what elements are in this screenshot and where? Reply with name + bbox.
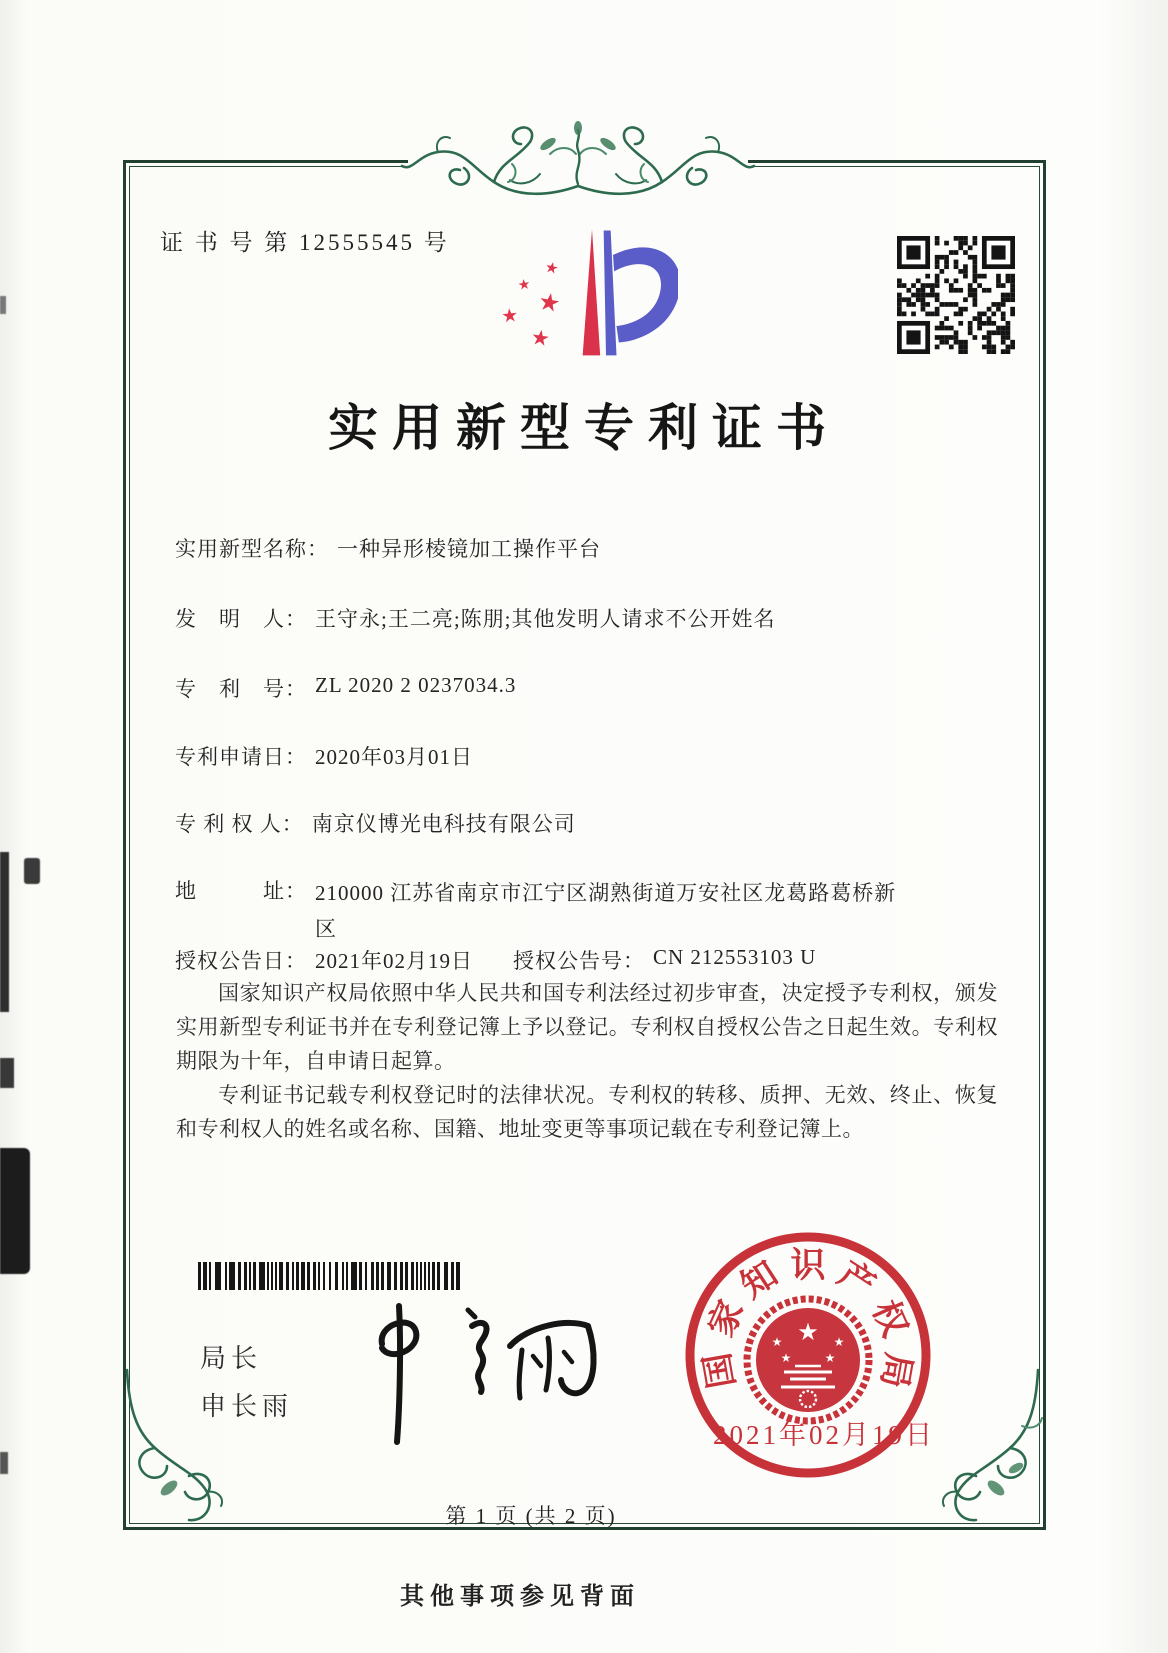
field-value: 2020年03月01日 xyxy=(315,745,473,769)
seal-char: 知 xyxy=(733,1254,785,1306)
field-row-inventors xyxy=(175,603,776,633)
cnipa-logo-icon xyxy=(478,220,678,360)
seal-char: 家 xyxy=(701,1294,752,1343)
svg-text:★: ★ xyxy=(516,276,532,294)
seal-char: 局 xyxy=(873,1349,919,1392)
field-row-utility-name xyxy=(175,533,601,563)
seal-date: 2021年02月19日 xyxy=(713,1420,935,1450)
scan-artifact xyxy=(0,852,9,1012)
body-paragraph-2: 专利证书记载专利权登记时的法律状况。专利权的转移、质押、无效、终止、恢复和专利权人的姓名或名称、国籍、地址变更等事项记载在专利登记簿上。 xyxy=(176,1083,998,1141)
svg-text:★: ★ xyxy=(780,1351,792,1365)
footer-note: 其他事项参见背面 xyxy=(400,1584,640,1610)
field-label: 实用新型名称： xyxy=(175,537,329,561)
svg-text:★: ★ xyxy=(500,305,520,328)
certificate-number: 证 书 号 第 12555545 号 xyxy=(160,230,450,255)
seal-char: 权 xyxy=(864,1294,915,1343)
field-row-patent-number xyxy=(175,673,516,703)
seal-char: 识 xyxy=(790,1246,826,1285)
svg-text:★: ★ xyxy=(529,324,552,352)
scan-artifact xyxy=(0,1452,8,1474)
svg-text:★: ★ xyxy=(543,257,561,279)
svg-text:★: ★ xyxy=(536,286,563,319)
field-row-filing-date xyxy=(175,741,473,771)
svg-text:★: ★ xyxy=(833,1335,845,1349)
field-value: ZL 2020 2 0237034.3 xyxy=(315,673,517,697)
director-name-label: 申长雨 xyxy=(200,1392,294,1421)
scan-artifact xyxy=(0,1058,14,1088)
field-value: 南京仪博光电科技有限公司 xyxy=(311,812,576,836)
certificate-title: 实用新型专利证书 xyxy=(328,400,840,456)
scan-artifact xyxy=(24,858,40,884)
qr-code xyxy=(897,236,1015,354)
field-label: 地 址： xyxy=(175,879,307,903)
field-row-address xyxy=(175,875,903,947)
scan-artifact xyxy=(0,296,6,314)
field-value: 王守永;王二亮;陈朋;其他发明人请求不公开姓名 xyxy=(315,607,776,631)
grant-number-value: CN 212553103 U xyxy=(653,945,817,969)
field-label: 发 明 人： xyxy=(175,607,307,631)
field-label: 专 利 权 人： xyxy=(175,812,304,836)
legal-body-text xyxy=(176,976,998,1146)
field-label: 授权公告号： xyxy=(513,949,645,973)
field-row-grant xyxy=(175,945,816,975)
field-label: 专利申请日： xyxy=(175,745,307,769)
body-paragraph-1: 国家知识产权局依照中华人民共和国专利法经过初步审查，决定授予专利权，颁发实用新型专利证书并在专利登记簿上予以登记。专利权自授权公告之日起生效。专利权期限为十年，自申请日起算。 xyxy=(176,981,998,1073)
field-label: 授权公告日： xyxy=(175,949,307,973)
page-indicator: 第 1 页 (共 2 页) xyxy=(445,1504,617,1528)
field-value: 一种异形棱镜加工操作平台 xyxy=(337,537,601,561)
svg-text:★: ★ xyxy=(771,1335,783,1349)
logo-red-wedge xyxy=(583,229,601,355)
seal-char: 产 xyxy=(831,1254,883,1306)
svg-text:★: ★ xyxy=(797,1318,819,1346)
official-seal xyxy=(655,1200,965,1510)
logo-blue-bar xyxy=(604,231,617,356)
grant-date-value: 2021年02月19日 xyxy=(315,949,473,973)
svg-text:★: ★ xyxy=(824,1351,836,1365)
barcode xyxy=(198,1262,466,1290)
field-label: 专 利 号： xyxy=(175,677,307,701)
director-signature-icon xyxy=(352,1300,612,1450)
national-emblem-icon xyxy=(747,1299,869,1421)
field-row-patentee xyxy=(175,808,576,838)
seal-char: 国 xyxy=(697,1349,743,1392)
field-value: 210000 江苏省南京市江宁区湖熟街道万安社区龙葛路葛桥新区 xyxy=(315,881,897,941)
director-title-label: 局长 xyxy=(200,1344,263,1373)
scan-artifact xyxy=(0,1148,30,1274)
logo-blue-p-bowl xyxy=(613,247,678,342)
